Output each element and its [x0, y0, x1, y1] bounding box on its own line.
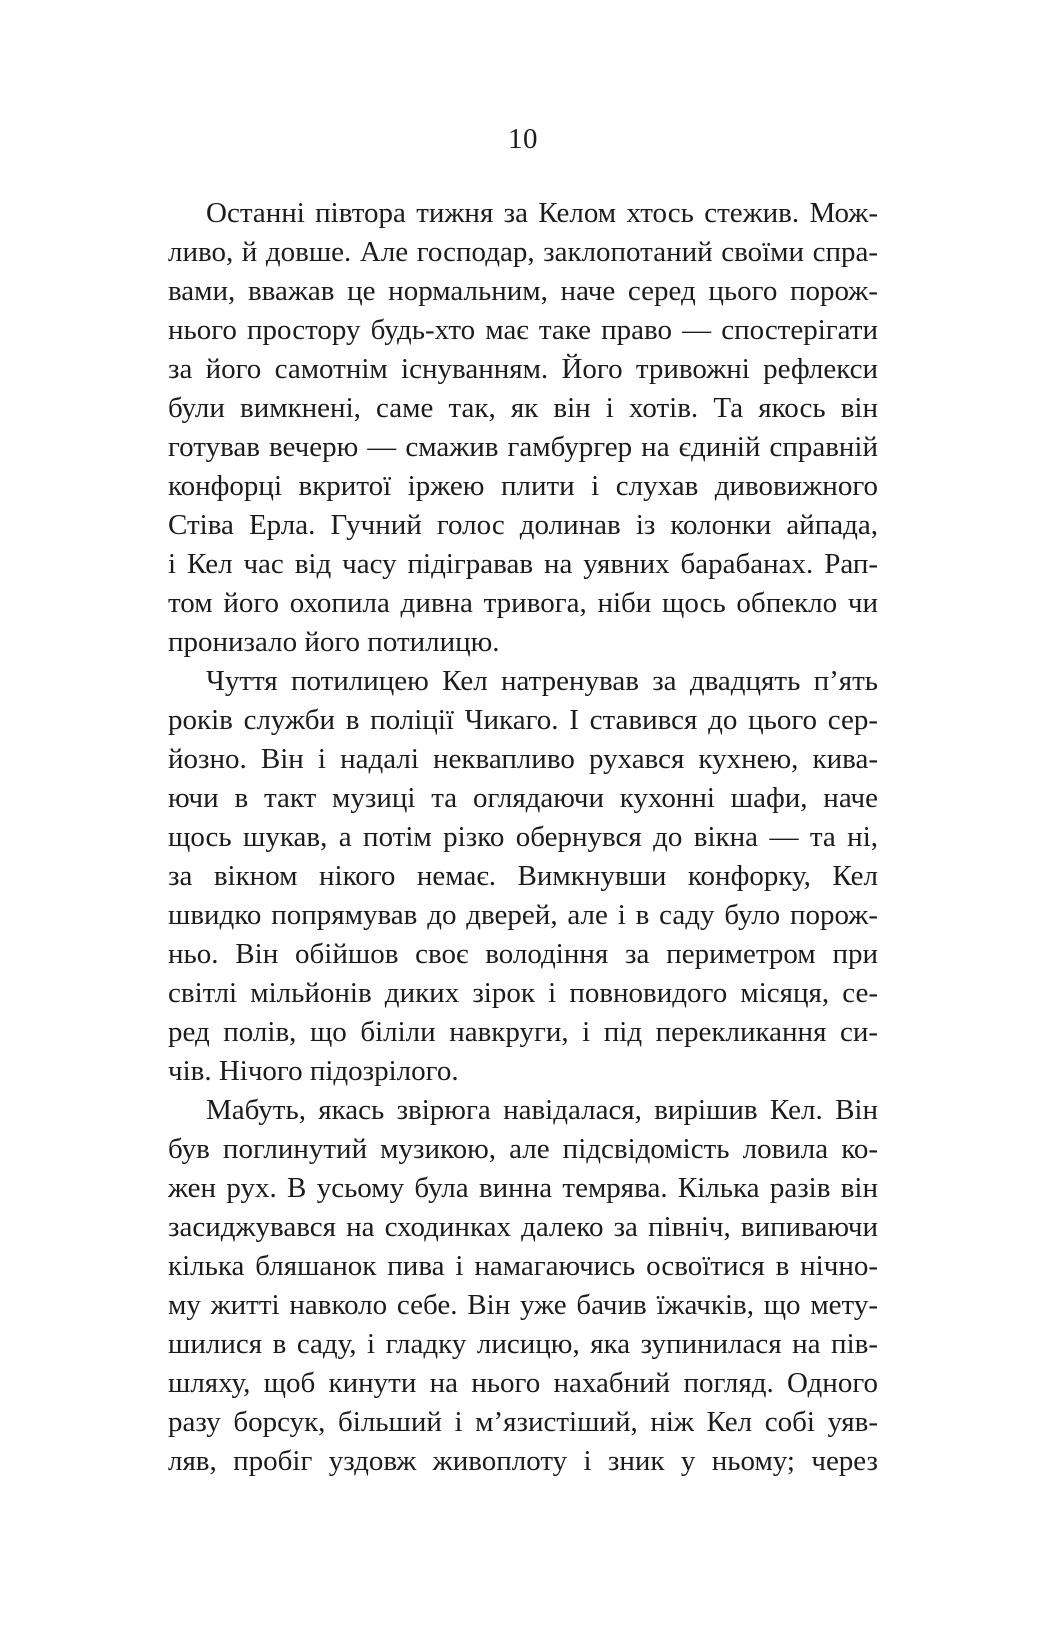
text-line: світлі мільйонів диких зірок і повновидого місяця, се-	[168, 977, 878, 1009]
text-line: пронизало його потилицю.	[168, 626, 500, 658]
text-line: том його охопила дивна тривога, ніби щось обпекло чи	[168, 587, 878, 619]
text-line: кілька бляшанок пива і намагаючись освоїтися в нічно-	[168, 1250, 878, 1282]
text-line: був поглинутий музикою, але підсвідомість ловила ко-	[168, 1133, 878, 1165]
text-line: за вікном нікого немає. Вимкнувши конфорку, Кел	[168, 860, 878, 892]
text-line: років служби в поліції Чикаго. І ставився до цього сер-	[168, 704, 878, 736]
paragraph-1	[168, 194, 878, 662]
page-number: 10	[508, 123, 538, 155]
paragraph-3	[168, 1091, 878, 1481]
text-line: Мабуть, якась звірюга навідалася, вирішив Кел. Він	[206, 1094, 878, 1126]
text-block	[168, 194, 878, 1481]
text-line: швидко попрямував до дверей, але і в саду було порож-	[168, 899, 878, 931]
text-line: Останні півтора тижня за Келом хтось стежив. Мож-	[206, 197, 878, 229]
text-line: шилися в саду, і гладку лисицю, яка зупинилася на пів-	[168, 1328, 878, 1360]
text-line: конфорці вкритої іржею плити і слухав дивовижного	[168, 470, 878, 502]
text-line: му житті навколо себе. Він уже бачив їжачків, що мету-	[168, 1289, 878, 1321]
text-line: жен рух. В усьому була винна темрява. Кілька разів він	[168, 1172, 878, 1204]
text-line: готував вечерю — смажив гамбургер на єдиній справній	[168, 431, 878, 463]
text-line: вами, вважав це нормальним, наче серед цього порож-	[168, 275, 878, 307]
text-line: Чуття потилицею Кел натренував за двадцять п’ять	[206, 665, 878, 697]
text-line: щось шукав, а потім різко обернувся до вікна — та ні,	[168, 821, 878, 853]
text-line: ньо. Він обійшов своє володіння за периметром при	[168, 938, 878, 970]
text-line: ред полів, що біліли навкруги, і під перекликання си-	[168, 1016, 878, 1048]
text-line: Стіва Ерла. Гучний голос долинав із колонки айпада,	[168, 509, 878, 541]
text-line: і Кел час від часу підігравав на уявних барабанах. Рап-	[168, 548, 878, 580]
text-line: шляху, щоб кинути на нього нахабний погляд. Одного	[168, 1367, 878, 1399]
text-line: ливо, й довше. Але господар, заклопотаний своїми спра-	[168, 236, 878, 268]
text-line: ляв, пробіг уздовж живоплоту і зник у ньому; через	[168, 1445, 878, 1477]
text-line: були вимкнені, саме так, як він і хотів. Та якось він	[168, 392, 878, 424]
text-line: нього простору будь-хто має таке право — спостерігати	[168, 314, 878, 346]
text-line: разу борсук, більший і м’язистіший, ніж Кел собі уяв-	[168, 1406, 878, 1438]
text-line: чів. Нічого підозрілого.	[168, 1055, 459, 1087]
paragraph-2	[168, 662, 878, 1091]
text-line: йозно. Він і надалі неквапливо рухався кухнею, кива-	[168, 743, 878, 775]
text-line: засиджувався на сходинках далеко за північ, випиваючи	[168, 1211, 878, 1243]
text-line: ючи в такт музиці та оглядаючи кухонні шафи, наче	[168, 782, 878, 814]
text-line: за його самотнім існуванням. Його тривожні рефлекси	[168, 353, 878, 385]
